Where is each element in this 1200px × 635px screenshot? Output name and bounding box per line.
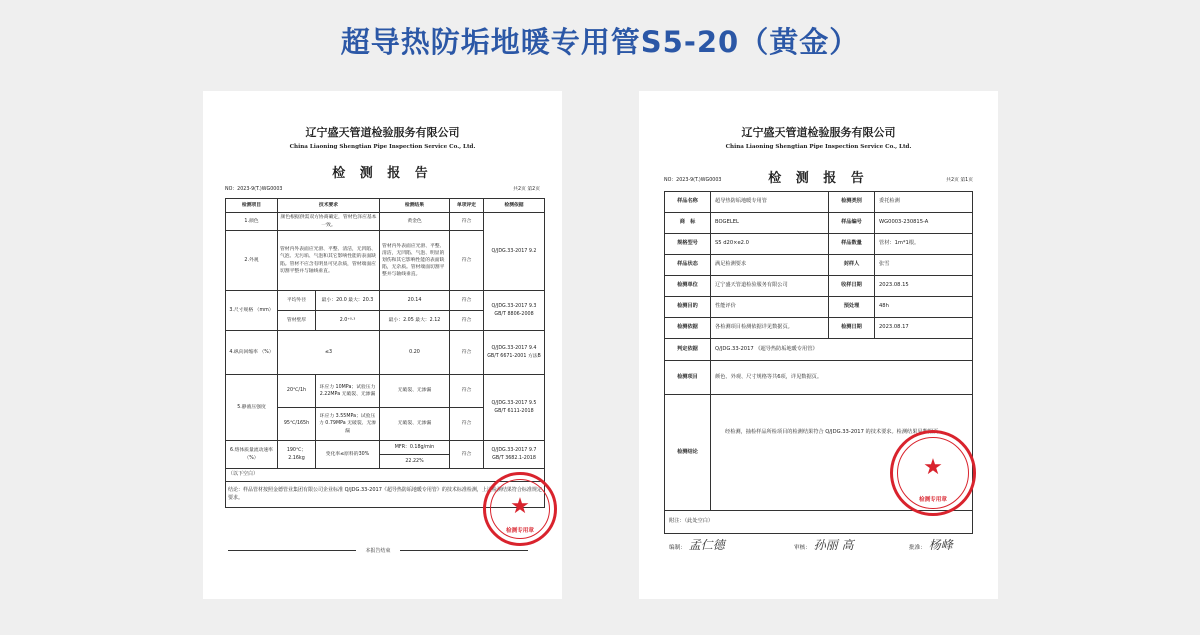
cell: 颜色根据供需双方协商确定，管材色泽应基本一致。 <box>278 213 380 231</box>
cell: 变化率≤原料的30% <box>316 441 380 469</box>
report-page-1 <box>639 91 998 599</box>
cell: 环应力 3.55MPa；试验压力 0.79MPa 无破裂、无渗漏 <box>316 408 380 441</box>
cell: 平均外径 <box>278 291 316 311</box>
cell: 管材壁厚 <box>278 311 316 331</box>
cell: 委托检测 <box>875 192 973 213</box>
company-name-en: China Liaoning Shengtian Pipe Inspection Service Co., Ltd. <box>289 144 476 150</box>
cell: 性能评价 <box>711 297 829 318</box>
cell: 符合 <box>450 311 484 331</box>
cell: Q/JDG.33-2017 《超导热防垢地暖专用管》 <box>711 339 973 361</box>
divider <box>228 550 356 551</box>
stamp-label: 检测专用章 <box>919 496 947 503</box>
cell: 各检测项目检测依据详见数据页。 <box>711 318 829 339</box>
cell: Q/JDG.33-2017 9.2 <box>484 213 545 291</box>
stamp-label: 检测专用章 <box>506 528 534 535</box>
cell: WG0003-230815-A <box>875 213 973 234</box>
cell: 管材内外表面应光滑、平整、清洁，无凹陷、气泡、明显的划伤和其它影响性能的表面缺陷，无杂质。管材端面切割平整并与轴线垂直。 <box>380 231 450 291</box>
signature-approved <box>909 536 953 553</box>
company-name: 辽宁盛天管道检验服务有限公司 <box>305 126 460 139</box>
cell: Q/JDG.33-2017 9.7 GB/T 3682.1-2018 <box>484 441 545 469</box>
company-name-en: China Liaoning Shengtian Pipe Inspection Service Co., Ltd. <box>725 144 912 150</box>
cell: 收样日期 <box>829 276 875 297</box>
report-title: 检 测 报 告 <box>332 166 433 181</box>
cell: 190℃；2.16kg <box>278 441 316 469</box>
cell: ≤3 <box>278 331 380 375</box>
header-result: 检测结果 <box>380 199 450 213</box>
cell: 最小：20.0 最大：20.3 <box>316 291 380 311</box>
signature: 孟仁德 <box>688 538 725 552</box>
cell: 超导热防垢地暖专用管 <box>711 192 829 213</box>
report-number: NO：2023-9(T.)WG0003 <box>225 187 283 192</box>
cell: 检测结论 <box>665 395 711 511</box>
cell: 检测日期 <box>829 318 875 339</box>
official-stamp <box>483 472 557 546</box>
page-title: 超导热防垢地暖专用管S5-20（黄金） <box>340 25 860 59</box>
report-meta <box>225 185 540 192</box>
header-basis: 检测依据 <box>484 199 545 213</box>
report-end-text: 本报告结束 <box>365 548 391 554</box>
report-meta <box>664 176 973 183</box>
report-number: NO：2023-9(T.)WG0003 <box>664 178 722 183</box>
cell: 管材：1m*1根。 <box>875 234 973 255</box>
cell: 2.0⁺⁰·³ <box>316 311 380 331</box>
signature-label: 审核： <box>794 545 811 551</box>
signature: 杨峰 <box>928 538 953 552</box>
cell: 符合 <box>450 441 484 469</box>
official-stamp <box>890 430 976 516</box>
cell: 黄金色 <box>380 213 450 231</box>
cell: 判定依据 <box>665 339 711 361</box>
cell: 符合 <box>450 408 484 441</box>
cell: 22.22% <box>380 455 450 469</box>
cell: 检测单位 <box>665 276 711 297</box>
report-title: 检 测 报 告 <box>768 171 869 186</box>
star-icon: ★ <box>923 455 943 481</box>
remark: 附注：（此处空白） <box>665 511 973 534</box>
cell: 5.静液压强度 <box>226 375 278 441</box>
cell: 2023.08.17 <box>875 318 973 339</box>
cell: Q/JDG.33-2017 9.3 GB/T 8806-2008 <box>484 291 545 331</box>
cell: S5 d20×e2.0 <box>711 234 829 255</box>
cell: 1.颜色 <box>226 213 278 231</box>
cell: 管材内外表面应光滑、平整、清洁，无凹陷、气泡、无污垢、气泡和其它影响性能的表面缺陷。管材不应含有明显可见杂质，管材端面应切割平整并与轴线垂直。 <box>278 231 380 291</box>
cell: 辽宁盛天管道检验服务有限公司 <box>711 276 829 297</box>
report-page-2 <box>203 91 562 599</box>
signature: 孙丽 高 <box>813 538 854 552</box>
cell: 95℃/165h <box>278 408 316 441</box>
results-table <box>225 198 545 508</box>
cell: 符合 <box>450 291 484 311</box>
header-eval: 单项评定 <box>450 199 484 213</box>
signature-label: 编制： <box>669 545 686 551</box>
star-icon: ★ <box>510 494 530 520</box>
cell: 符合 <box>450 375 484 408</box>
cell: 最小：2.05 最大：2.12 <box>380 311 450 331</box>
cell: 无破裂、无渗漏 <box>380 375 450 408</box>
cell: 检测项目 <box>665 361 711 395</box>
cell: 符合 <box>450 331 484 375</box>
cell: 20℃/1h <box>278 375 316 408</box>
cell: 48h <box>875 297 973 318</box>
divider <box>400 550 528 551</box>
cell: 满足检测要求 <box>711 255 829 276</box>
signature-reviewed <box>794 536 854 553</box>
signature-prepared <box>669 536 725 553</box>
cell: 样品状态 <box>665 255 711 276</box>
cell: 规格型号 <box>665 234 711 255</box>
conclusion: 结论：样品管材按照金德管业集团有限公司企业标准 Q/JDG.33-2017《超导热防垢地暖专用管》的技术标准检测，上述检测结果符合标准规定要求。 <box>226 482 545 508</box>
cell: 0.20 <box>380 331 450 375</box>
cell: 符合 <box>450 213 484 231</box>
cell: Q/JDG.33-2017 9.4 GB/T 6671-2001 方法B <box>484 331 545 375</box>
cell: 环应力 10MPa；试验压力 2.22MPa 无破裂、无渗漏 <box>316 375 380 408</box>
header-requirement: 技术要求 <box>278 199 380 213</box>
cell: 6.熔体质量流动速率（%） <box>226 441 278 469</box>
cell: 预处理 <box>829 297 875 318</box>
cell: 样品名称 <box>665 192 711 213</box>
cell: 检测依据 <box>665 318 711 339</box>
cell: 张雪 <box>875 255 973 276</box>
cell: 样品编号 <box>829 213 875 234</box>
blank-note: （以下空白） <box>226 469 545 482</box>
cell: 3.尺寸规格 （mm） <box>226 291 278 331</box>
cell: BOGELEL <box>711 213 829 234</box>
cell: 样品数量 <box>829 234 875 255</box>
cell: 符合 <box>450 231 484 291</box>
page-count: 共2页 第1页 <box>946 178 973 183</box>
cell: 封样人 <box>829 255 875 276</box>
cell: 检测目的 <box>665 297 711 318</box>
cell: Q/JDG.33-2017 9.5 GB/T 6111-2018 <box>484 375 545 441</box>
cell: 经检测，抽检样品所检项目的检测结果符合 Q/JDG.33-2017 的技术要求。检测结果见数据页。 <box>711 395 973 511</box>
company-name: 辽宁盛天管道检验服务有限公司 <box>741 126 896 139</box>
cell: 商 标 <box>665 213 711 234</box>
cell: 检测类别 <box>829 192 875 213</box>
cell: MFR：0.18g/min <box>380 441 450 455</box>
header-item: 检测项目 <box>226 199 278 213</box>
signature-label: 批准： <box>909 545 926 551</box>
cell: 无破裂、无渗漏 <box>380 408 450 441</box>
page-count: 共2页 第2页 <box>513 187 540 192</box>
cell: 20.14 <box>380 291 450 311</box>
cell: 颜色、外观、尺寸规格等共6项，详见数据页。 <box>711 361 973 395</box>
cell: 2.外观 <box>226 231 278 291</box>
cell: 2023.08.15 <box>875 276 973 297</box>
cell: 4.纵向回缩率 （%） <box>226 331 278 375</box>
report-end <box>228 547 528 554</box>
